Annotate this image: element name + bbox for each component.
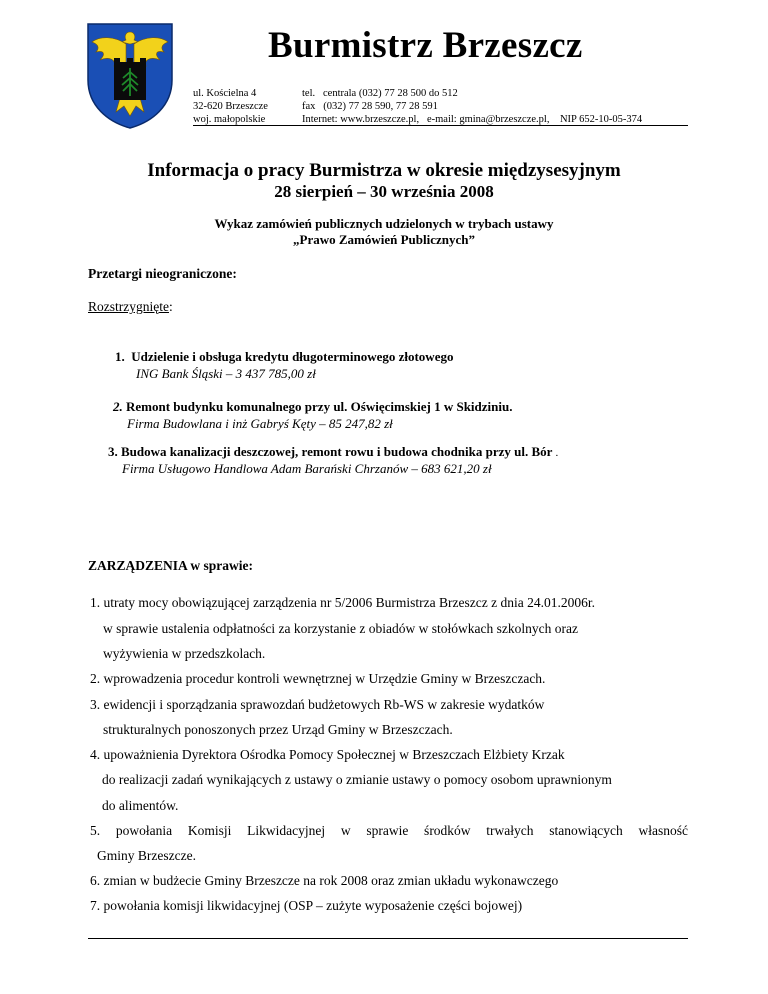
tender-item-2-contractor: Firma Budowlana i inż Gabryś Kęty – 85 247,82 zł xyxy=(127,416,393,431)
report-subtitle-2: „Prawo Zamówień Publicznych” xyxy=(293,232,475,247)
order-line: 6. zmian w budżecie Gminy Brzeszcze na rok 2008 oraz zmian układu wykonawczego xyxy=(90,873,559,888)
order-line: 2. wprowadzenia procedur kontroli wewnętrznej w Urzędzie Gminy w Brzeszczach. xyxy=(90,671,546,686)
tender-item-3-contractor: Firma Usługowo Handlowa Adam Barański Chrzanów – 683 621,20 zł xyxy=(122,461,492,476)
tender-item-1-title: 1. Udzielenie i obsługa kredytu długoterminowego złotowego xyxy=(115,349,454,364)
tender-item-3-title: 3. Budowa kanalizacji deszczowej, remont rowu i budowa chodnika przy ul. Bór . xyxy=(108,444,559,459)
header-title: Burmistrz Brzeszcz xyxy=(268,25,583,66)
report-subtitle-1: Wykaz zamówień publicznych udzielonych w trybach ustawy xyxy=(214,216,554,231)
order-line: do realizacji zadań wynikających z ustawy o zmianie ustawy o pomocy osobom uprawnionym xyxy=(102,772,612,787)
order-line: Gminy Brzeszcze. xyxy=(97,848,196,863)
order-line: 4. upoważnienia Dyrektora Ośrodka Pomocy Społecznej w Brzeszczach Elżbiety Krzak xyxy=(90,747,565,762)
order-line: w sprawie ustalenia odpłatności za korzystanie z obiadów w stołówkach szkolnych oraz xyxy=(103,621,578,636)
tender-item-1-contractor: ING Bank Śląski – 3 437 785,00 zł xyxy=(136,366,316,381)
order-line: 3. ewidencji i sporządzania sprawozdań budżetowych Rb-WS w zakresie wydatków xyxy=(90,697,545,712)
resolved-label: Rozstrzygnięte: xyxy=(88,299,173,314)
header-contact: tel. centrala (032) 77 28 500 do 512 fax (032) 77 28 590, 77 28 591 Internet: www.brzeszcze.pl, e-mail: gmina@brzeszcze.pl, NIP 652-10-05-374 xyxy=(302,88,643,125)
footer-divider xyxy=(88,938,688,939)
order-line: 7. powołania komisji likwidacyjnej (OSP – zużyte wyposażenie części bojowej) xyxy=(90,898,523,913)
tenders-heading: Przetargi nieograniczone: xyxy=(88,266,237,281)
municipal-crest-logo xyxy=(86,22,174,130)
order-line: strukturalnych ponoszonych przez Urząd Gminy w Brzeszczach. xyxy=(103,722,453,737)
order-line: wyżywienia w przedszkolach. xyxy=(103,646,266,661)
report-title: Informacja o pracy Burmistrza w okresie międzysesyjnym xyxy=(147,160,621,181)
order-line: 5. powołania Komisji Likwidacyjnej w sprawie środków trwałych stanowiących własność xyxy=(90,823,688,838)
tender-item-2-title: 2. Remont budynku komunalnego przy ul. Oświęcimskiej 1 w Skidziniu. xyxy=(113,399,513,414)
orders-heading: ZARZĄDZENIA w sprawie: xyxy=(88,558,254,573)
order-line: do alimentów. xyxy=(102,798,179,813)
report-period: 28 sierpień – 30 września 2008 xyxy=(274,182,494,201)
header-divider xyxy=(193,125,688,126)
order-line: 1. utraty mocy obowiązującej zarządzenia nr 5/2006 Burmistrza Brzeszcz z dnia 24.01.2006r. xyxy=(90,595,595,610)
header-address: ul. Kościelna 4 32-620 Brzeszcze woj. małopolskie xyxy=(193,88,268,125)
